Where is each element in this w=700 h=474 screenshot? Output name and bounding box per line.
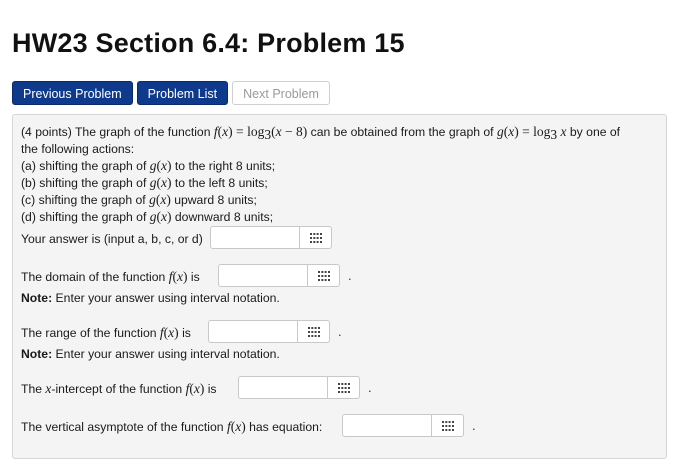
problem-list-button[interactable]: Problem List bbox=[137, 81, 228, 105]
xintercept-field bbox=[238, 376, 360, 399]
next-problem-button[interactable]: Next Problem bbox=[232, 81, 330, 105]
previous-problem-button[interactable]: Previous Problem bbox=[12, 81, 133, 105]
problem-panel bbox=[12, 114, 667, 459]
range-prompt: The range of the function f(x) is bbox=[21, 325, 191, 340]
equation-palette-icon[interactable] bbox=[328, 376, 360, 399]
xintercept-period: . bbox=[368, 380, 372, 395]
problem-statement-cont: the following actions: bbox=[21, 142, 135, 156]
problem-nav bbox=[12, 81, 330, 105]
answer-field bbox=[210, 226, 332, 249]
equation-palette-icon[interactable] bbox=[298, 320, 330, 343]
asymptote-period: . bbox=[472, 418, 476, 433]
xintercept-input[interactable] bbox=[238, 376, 328, 399]
domain-note: Note: Enter your answer using interval notation. bbox=[21, 291, 280, 305]
equation-palette-icon[interactable] bbox=[300, 226, 332, 249]
range-field bbox=[208, 320, 330, 343]
option-c: (c) shifting the graph of g(x) upward 8 units; bbox=[21, 192, 257, 207]
range-input[interactable] bbox=[208, 320, 298, 343]
domain-field bbox=[218, 264, 340, 287]
problem-statement: (4 points) The graph of the function $f(x) = \log_3(x - 8)$ can be obtained from the graph of $g(x) = \log_3 x$ by one of bbox=[21, 124, 621, 142]
domain-prompt: The domain of the function f(x) is bbox=[21, 269, 200, 284]
answer-input[interactable] bbox=[210, 226, 300, 249]
option-d: (d) shifting the graph of g(x) downward 8 units; bbox=[21, 209, 274, 224]
option-a: (a) shifting the graph of g(x) to the right 8 units; bbox=[21, 158, 276, 173]
equation-palette-icon[interactable] bbox=[432, 414, 464, 437]
asymptote-prompt: The vertical asymptote of the function f(x) has equation: bbox=[21, 419, 323, 434]
answer-prompt: Your answer is (input a, b, c, or d) bbox=[21, 232, 203, 246]
range-note: Note: Enter your answer using interval notation. bbox=[21, 347, 280, 361]
range-period: . bbox=[338, 324, 342, 339]
xintercept-prompt: The x-intercept of the function f(x) is bbox=[21, 381, 217, 396]
asymptote-field bbox=[342, 414, 464, 437]
option-b: (b) shifting the graph of g(x) to the left 8 units; bbox=[21, 175, 268, 190]
page-title: HW23 Section 6.4: Problem 15 bbox=[12, 28, 405, 58]
equation-palette-icon[interactable] bbox=[308, 264, 340, 287]
domain-input[interactable] bbox=[218, 264, 308, 287]
asymptote-input[interactable] bbox=[342, 414, 432, 437]
domain-period: . bbox=[348, 268, 352, 283]
